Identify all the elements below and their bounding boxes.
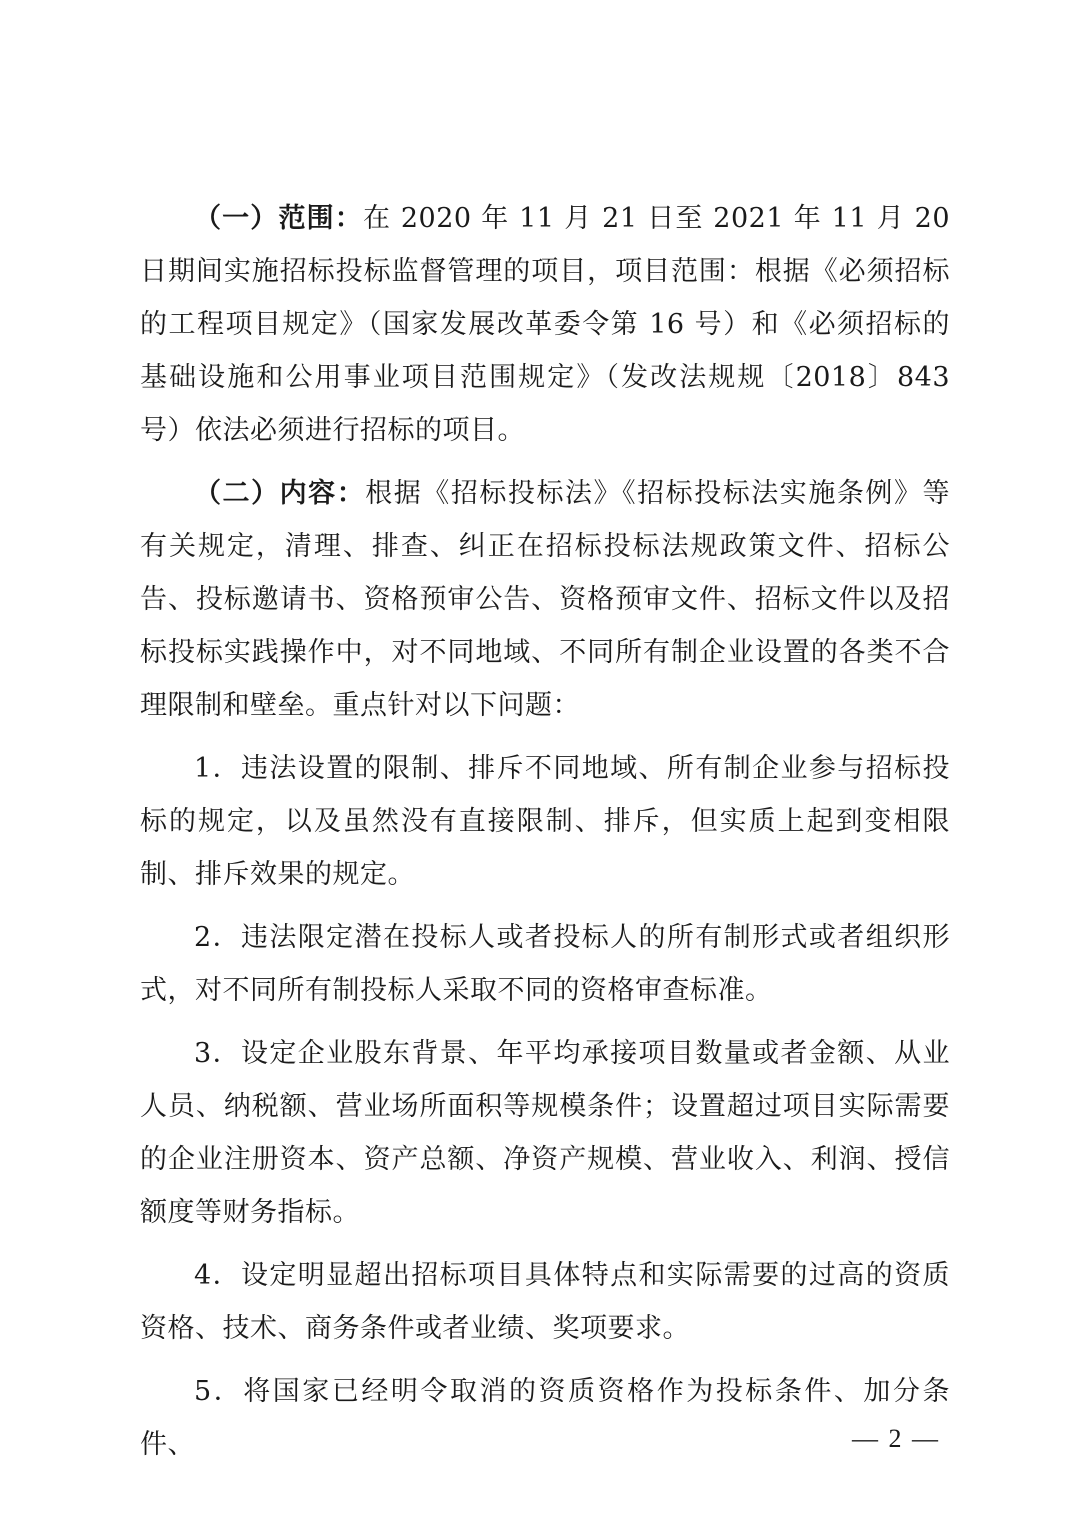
page-number: — 2 — — [852, 1424, 940, 1453]
section-content — [140, 467, 950, 732]
section-heading: （一）范围： — [194, 203, 363, 234]
section-heading: （二）内容： — [194, 478, 366, 509]
document-body — [140, 192, 950, 1471]
section-text: 在 2020 年 11 月 21 日至 2021 年 11 月 20 日期间实施招标投标监督管理的项目，项目范围：根据《必须招标的工程项目规定》（国家发展改革委令第 16 号）和《必须招标的基础设施和公用事业项目范围规定》（发改法规规〔2018〕843 号）依法必须进行招标的项目。 — [140, 203, 950, 446]
section-text: 根据《招标投标法》《招标投标法实施条例》等有关规定，清理、排查、纠正在招标投标法规政策文件、招标公告、投标邀请书、资格预审公告、资格预审文件、招标文件以及招标投标实践操作中，对不同地域、不同所有制企业设置的各类不合理限制和壁垒。重点针对以下问题： — [140, 478, 951, 721]
list-item: 5．将国家已经明令取消的资质资格作为投标条件、加分条件、 — [140, 1376, 950, 1460]
list-item: 4．设定明显超出招标项目具体特点和实际需要的过高的资质资格、技术、商务条件或者业绩、奖项要求。 — [140, 1260, 950, 1344]
section-scope — [140, 192, 950, 457]
list-item: 3．设定企业股东背景、年平均承接项目数量或者金额、从业人员、纳税额、营业场所面积等规模条件；设置超过项目实际需要的企业注册资本、资产总额、净资产规模、营业收入、利润、授信额度等财务指标。 — [140, 1038, 950, 1228]
list-item: 2．违法限定潜在投标人或者投标人的所有制形式或者组织形式，对不同所有制投标人采取不同的资格审查标准。 — [140, 922, 950, 1006]
list-item: 1．违法设置的限制、排斥不同地域、所有制企业参与招标投标的规定，以及虽然没有直接限制、排斥，但实质上起到变相限制、排斥效果的规定。 — [140, 753, 950, 890]
